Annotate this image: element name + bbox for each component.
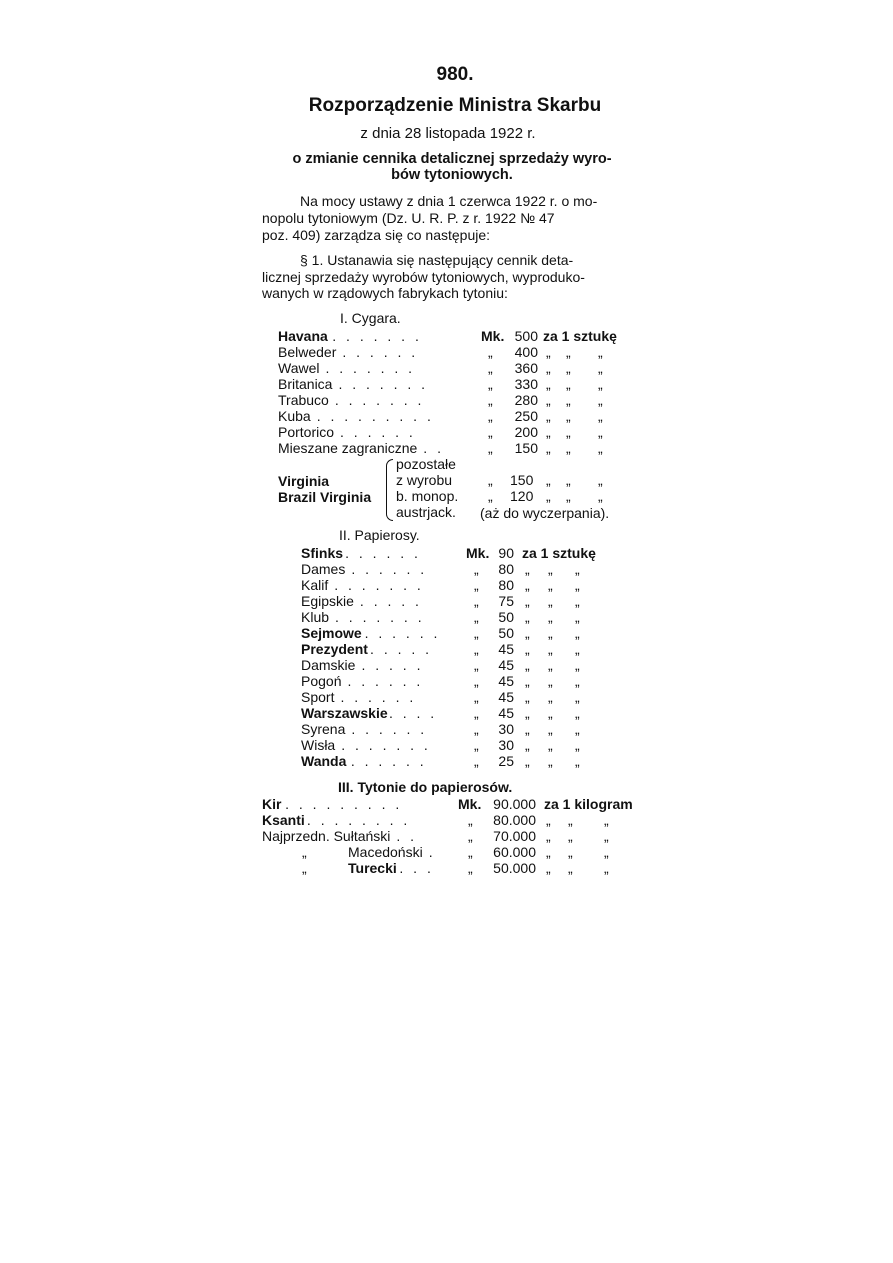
ditto-mark: „ [546, 360, 551, 376]
item-price: 30 [498, 737, 514, 753]
ditto-mark: „ [548, 577, 553, 593]
ditto-mark: „ [488, 392, 493, 408]
ditto-mark: „ [546, 828, 551, 844]
ditto-mark: „ [575, 721, 580, 737]
ditto-mark: „ [568, 812, 573, 828]
ditto-mark: „ [575, 753, 580, 769]
item-price: 360 [514, 360, 538, 376]
dot-leader: . . . . . . . [338, 376, 429, 392]
item-name: Wanda [301, 753, 347, 769]
document-number: 980. [436, 64, 474, 85]
ditto-mark: „ [598, 376, 603, 392]
ditto-mark: „ [525, 689, 530, 705]
ditto-mark: „ [468, 844, 473, 860]
item-name: Pogoń [301, 673, 342, 689]
item-price: 60.000 [493, 844, 536, 860]
item-price: 280 [514, 392, 538, 408]
item-price: 25 [498, 753, 514, 769]
virginia-ditto-2: „ [546, 472, 551, 488]
intro-line-2: nopolu tytoniowym (Dz. U. R. P. z r. 1922 № 47 [262, 210, 555, 226]
ditto-mark: „ [546, 392, 551, 408]
ditto-mark: „ [548, 721, 553, 737]
ditto-mark: „ [474, 625, 479, 641]
virginia-ditto: „ [488, 472, 493, 488]
item-price: 45 [498, 641, 514, 657]
item-name: Portorico [278, 424, 335, 440]
ditto-mark: „ [566, 360, 571, 376]
ditto-mark: „ [566, 344, 571, 360]
ditto-mark: „ [598, 344, 603, 360]
ditto-mark: „ [566, 440, 571, 456]
item-name: Wawel [278, 360, 320, 376]
ditto-mark: „ [548, 705, 553, 721]
item-price: 200 [514, 424, 538, 440]
ditto-mark: „ [546, 844, 551, 860]
ditto-mark: „ [468, 860, 473, 876]
dot-leader: . . . . . . [342, 344, 419, 360]
dot-leader: . . . . . [361, 657, 424, 673]
intro-line-3: poz. 409) zarządza się co następuje: [262, 227, 491, 243]
ditto-mark: „ [474, 641, 479, 657]
ditto-mark: „ [575, 689, 580, 705]
ditto-mark: „ [548, 561, 553, 577]
ditto-mark: „ [525, 721, 530, 737]
item-price: 45 [498, 689, 514, 705]
dot-leader: . . . . . . [340, 424, 416, 440]
item-price: 400 [514, 344, 538, 360]
dot-leader: . . . . . . [340, 689, 417, 705]
dot-leader: . . [396, 828, 418, 844]
ditto-mark: „ [546, 376, 551, 392]
ditto-mark: „ [474, 577, 479, 593]
ditto-mark: „ [548, 737, 553, 753]
dot-leader: . [428, 844, 436, 860]
unit-label: za 1 kilogram [544, 796, 633, 812]
ditto-mark: „ [598, 440, 603, 456]
ditto-mark: „ [474, 689, 479, 705]
item-name: Egipskie [301, 593, 354, 609]
ditto-mark: „ [568, 860, 573, 876]
currency-label: Mk. [481, 328, 505, 344]
ditto-mark: „ [546, 812, 551, 828]
item-name: Mieszane zagraniczne [278, 440, 418, 456]
ditto-mark: „ [604, 828, 609, 844]
ditto-mark: „ [575, 737, 580, 753]
item-price: 50.000 [493, 860, 536, 876]
ditto-mark: „ [546, 344, 551, 360]
item-price: 45 [498, 657, 514, 673]
item-name: Warszawskie [301, 705, 388, 721]
ditto-mark: „ [575, 641, 580, 657]
dot-leader: . . . . . [359, 593, 422, 609]
item-name: Dames [301, 561, 346, 577]
cigars-heading: I. Cygara. [340, 310, 401, 326]
cigarettes-heading: II. Papierosy. [339, 527, 420, 543]
ditto-mark: „ [474, 705, 479, 721]
ditto-mark: „ [575, 577, 580, 593]
ditto-mark: „ [488, 408, 493, 424]
ditto-mark: „ [474, 609, 479, 625]
item-name: Damskie [301, 657, 356, 673]
item-name: Klub [301, 609, 330, 625]
brazil-ditto: „ [488, 488, 493, 504]
item-price: 330 [514, 376, 538, 392]
paragraph-1-line-1: § 1. Ustanawia się następujący cennik deta- [300, 252, 574, 268]
ditto-mark: „ [525, 673, 530, 689]
dot-leader: . . . . [388, 705, 438, 721]
ditto-mark: „ [546, 408, 551, 424]
item-price: 30 [498, 721, 514, 737]
ditto-mark: „ [575, 657, 580, 673]
ditto-mark: „ [566, 376, 571, 392]
ditto-mark: „ [488, 424, 493, 440]
ditto-mark: „ [525, 577, 530, 593]
name-ditto: „ [302, 860, 307, 876]
ditto-mark: „ [598, 424, 603, 440]
item-price: 80 [498, 577, 514, 593]
ditto-mark: „ [488, 344, 493, 360]
paragraph-1-line-3: wanych w rządowych fabrykach tytoniu: [262, 285, 508, 301]
item-price: 50 [498, 609, 514, 625]
item-name: Sejmowe [301, 625, 362, 641]
ditto-mark: „ [525, 753, 530, 769]
virginia-option-4: austrjack. [396, 504, 456, 520]
ditto-mark: „ [604, 812, 609, 828]
virginia-note: (aż do wyczerpania). [480, 505, 610, 521]
ditto-mark: „ [488, 376, 493, 392]
dot-leader: . . [423, 440, 444, 456]
item-name: Belweder [278, 344, 337, 360]
ditto-mark: „ [575, 593, 580, 609]
ditto-mark: „ [548, 673, 553, 689]
ditto-mark: „ [474, 561, 479, 577]
ditto-mark: „ [575, 561, 580, 577]
brazil-ditto-4: „ [598, 488, 603, 504]
tobacco-heading: III. Tytonie do papierosów. [338, 779, 513, 795]
currency-label: Mk. [466, 545, 490, 561]
item-name: Turecki [348, 860, 397, 876]
ditto-mark: „ [525, 609, 530, 625]
dot-leader: . . . . . . [364, 625, 441, 641]
dot-leader: . . . . . . . [341, 737, 431, 753]
ditto-mark: „ [546, 424, 551, 440]
ditto-mark: „ [525, 625, 530, 641]
ditto-mark: „ [598, 408, 603, 424]
ditto-mark: „ [548, 625, 553, 641]
ditto-mark: „ [598, 360, 603, 376]
virginia-ditto-4: „ [598, 472, 603, 488]
ditto-mark: „ [474, 593, 479, 609]
item-price: 75 [498, 593, 514, 609]
virginia-option-2: z wyrobu [396, 472, 453, 488]
item-price: 90 [498, 545, 514, 561]
dot-leader: . . . . . . . [334, 392, 425, 408]
ditto-mark: „ [474, 737, 479, 753]
ditto-mark: „ [525, 561, 530, 577]
ditto-mark: „ [525, 593, 530, 609]
item-name: Najprzedn. Sułtański [262, 828, 391, 844]
dot-leader: . . . . . . [351, 721, 428, 737]
brazil-virginia-name: Brazil Virginia [278, 489, 372, 505]
item-name: Macedoński [348, 844, 423, 860]
ditto-mark: „ [548, 641, 553, 657]
item-name: Kalif [301, 577, 329, 593]
item-name: Sport [301, 689, 335, 705]
dot-leader: . . . . . [370, 641, 433, 657]
ditto-mark: „ [604, 844, 609, 860]
item-price: 250 [514, 408, 538, 424]
dot-leader: . . . . . . [347, 673, 424, 689]
currency-label: Mk. [458, 796, 482, 812]
item-price: 45 [498, 705, 514, 721]
ditto-mark: „ [474, 673, 479, 689]
ditto-mark: „ [548, 609, 553, 625]
subject-line-1: o zmianie cennika detalicznej sprzedaży wyro- [292, 151, 612, 167]
item-price: 80.000 [493, 812, 536, 828]
dot-leader: . . . [399, 860, 434, 876]
item-name: Ksanti [262, 812, 305, 828]
ditto-mark: „ [604, 860, 609, 876]
virginia-option-1: pozostałe [396, 456, 456, 472]
unit-label: za 1 sztukę [543, 328, 617, 344]
ditto-mark: „ [598, 392, 603, 408]
dot-leader: . . . . . . . [334, 577, 424, 593]
dot-leader: . . . . . . . [335, 609, 425, 625]
dot-leader: . . . . . . . [332, 328, 422, 344]
ditto-mark: „ [568, 844, 573, 860]
dot-leader: . . . . . . [351, 561, 428, 577]
item-name: Kuba [278, 408, 311, 424]
ditto-mark: „ [525, 641, 530, 657]
brace [386, 459, 393, 521]
ditto-mark: „ [566, 424, 571, 440]
dot-leader: . . . . . . . . [306, 812, 411, 828]
intro-line-1: Na mocy ustawy z dnia 1 czerwca 1922 r. o mo- [300, 193, 598, 209]
virginia-option-3: b. monop. [396, 488, 459, 504]
paragraph-1-line-2: licznej sprzedaży wyrobów tytoniowych, wyproduko- [262, 269, 585, 285]
item-price: 50 [498, 625, 514, 641]
dot-leader: . . . . . . [345, 545, 421, 561]
ditto-mark: „ [474, 753, 479, 769]
ditto-mark: „ [525, 737, 530, 753]
item-price: 150 [514, 440, 538, 456]
item-price: 90.000 [493, 796, 536, 812]
item-price: 45 [498, 673, 514, 689]
ditto-mark: „ [488, 440, 493, 456]
ditto-mark: „ [568, 828, 573, 844]
ditto-mark: „ [525, 705, 530, 721]
item-price: 500 [514, 328, 538, 344]
item-name: Wisła [301, 737, 336, 753]
ditto-mark: „ [566, 392, 571, 408]
ditto-mark: „ [575, 673, 580, 689]
ditto-mark: „ [546, 860, 551, 876]
brazil-ditto-3: „ [566, 488, 571, 504]
virginia-price: 150 [510, 472, 534, 488]
item-name: Trabuco [278, 392, 329, 408]
item-name: Britanica [278, 376, 333, 392]
ditto-mark: „ [468, 812, 473, 828]
ditto-mark: „ [474, 721, 479, 737]
item-name: Havana [278, 328, 328, 344]
virginia-ditto-3: „ [566, 472, 571, 488]
ditto-mark: „ [468, 828, 473, 844]
brazil-virginia-price: 120 [510, 488, 534, 504]
ditto-mark: „ [488, 360, 493, 376]
ditto-mark: „ [548, 657, 553, 673]
ditto-mark: „ [546, 440, 551, 456]
ditto-mark: „ [575, 609, 580, 625]
ditto-mark: „ [548, 753, 553, 769]
unit-label: za 1 sztukę [522, 545, 596, 561]
dot-leader: . . . . . . . [325, 360, 416, 376]
ditto-mark: „ [575, 625, 580, 641]
dot-leader: . . . . . . . . . [316, 408, 434, 424]
dot-leader: . . . . . . . . . [285, 796, 403, 812]
document-title: Rozporządzenie Ministra Skarbu [308, 95, 602, 116]
ditto-mark: „ [525, 657, 530, 673]
item-name: Kir [262, 796, 282, 812]
item-name: Syrena [301, 721, 346, 737]
virginia-name: Virginia [278, 473, 330, 489]
subject-line-2: bów tytoniowych. [391, 167, 513, 183]
name-ditto: „ [302, 844, 307, 860]
ditto-mark: „ [474, 657, 479, 673]
brazil-ditto-2: „ [546, 488, 551, 504]
item-price: 80 [498, 561, 514, 577]
ditto-mark: „ [566, 408, 571, 424]
ditto-mark: „ [548, 593, 553, 609]
item-name: Prezydent [301, 641, 368, 657]
item-price: 70.000 [493, 828, 536, 844]
document-date: z dnia 28 listopada 1922 r. [360, 125, 536, 142]
ditto-mark: „ [575, 705, 580, 721]
item-name: Sfinks [301, 545, 344, 561]
dot-leader: . . . . . . [350, 753, 427, 769]
ditto-mark: „ [548, 689, 553, 705]
